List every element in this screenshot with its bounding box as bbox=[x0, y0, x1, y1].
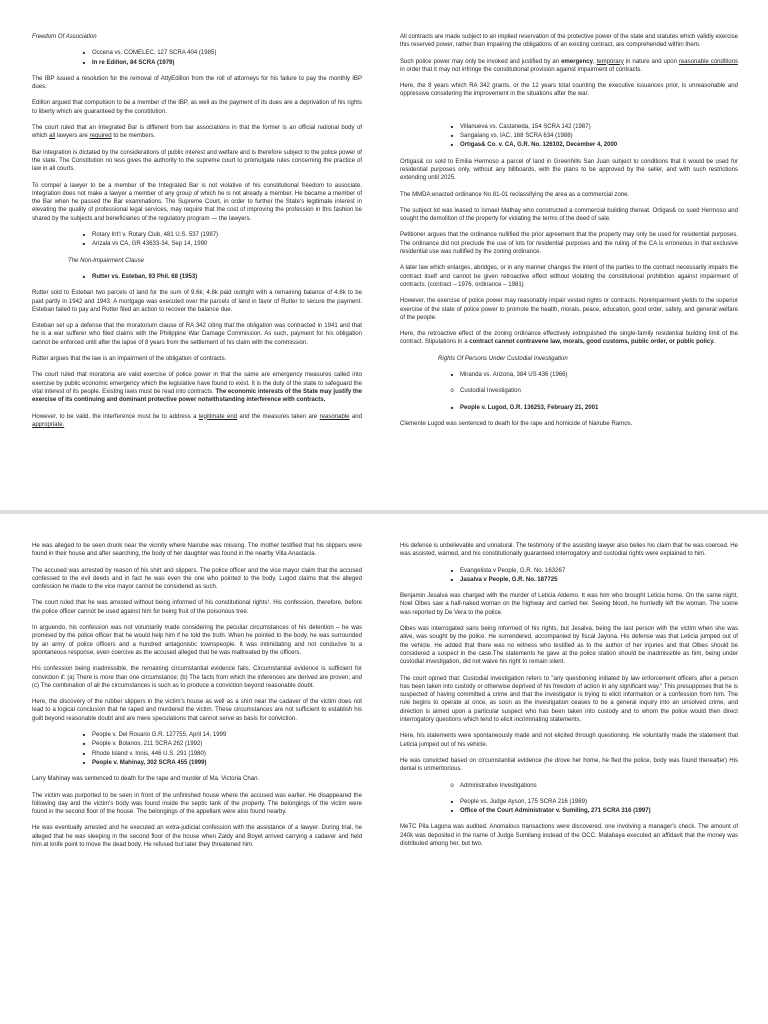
page-top bbox=[0, 0, 768, 510]
text-run: in order that it may not infringe the constitutional provision against impairment of contracts. bbox=[400, 66, 642, 73]
citation-text: Rhode Island v. Innis, 446 U.S. 291 (1980) bbox=[92, 750, 206, 757]
paragraph: The accused was arrested by reason of his shirt and slippers. The police officer and the vice mayor claim that the accused confessed to the evil deeds and in fact he was even the one who pointed to the body. Lugod claims that the alleged confession he made to the vice mayor cannot be considered as such. bbox=[32, 567, 362, 591]
citation-text: Villanueva vs. Castaneda, 154 SCRA 142 (1987) bbox=[460, 123, 591, 130]
paragraph: Benjamin Jesalva was charged with the murder of Leticia Aldemo. It was him who brought Leticia home. On the same night, Noel Olbes saw a half-naked woman on the highway and carried her. Seeing blood, he hurriedly left the woman. The scene was reported by De Vera to the police. bbox=[400, 593, 738, 616]
paragraph: The subject lot was leased to Ismael Mathay who constructed a commercial building thereat. Ortigas& co sued Hermoso and sought the demolition of the property for violating the terms of the deed of sale. bbox=[400, 207, 738, 223]
text-run: Such police power may only be invoked and justified by an bbox=[400, 58, 562, 65]
case-list bbox=[400, 404, 738, 412]
bullet-icon: ■ bbox=[82, 59, 86, 65]
hollow-bullet-icon: o bbox=[450, 388, 454, 395]
bullet-icon: ■ bbox=[450, 576, 454, 582]
citation-text: People v. Bolanos, 211 SCRA 262 (1992) bbox=[92, 741, 203, 748]
paragraph: Larry Mahinay was sentenced to death for the rape and murder of Ma. Victoria Chan. bbox=[32, 776, 260, 783]
text-run: in nature and upon bbox=[623, 58, 679, 65]
text-run: and bbox=[349, 413, 362, 420]
case-list bbox=[32, 49, 362, 67]
citation-text: Sangalang vs. IAC, 168 SCRA 634 (1988) bbox=[460, 133, 573, 140]
case-citation bbox=[400, 141, 738, 149]
case-citation bbox=[32, 759, 362, 767]
citation-text: Rutter vs. Esteban, 93 Phil. 68 (1953) bbox=[92, 273, 198, 280]
paragraph: All contracts are made subject to an implied reservation of the protective power of the state and statutes which validly exercise this reserved power, rather than impairing the obligations of an existing contract, are comprehended within them. bbox=[400, 34, 738, 49]
text-run: Here, the retroactive effect of the zoning ordinance effectively extinguished the single-family residential building limit of the contract. Stipulations in a bbox=[400, 331, 738, 346]
case-citation bbox=[32, 49, 362, 57]
citation-text: Miranda vs. Arizona, 384 US 436 (1966) bbox=[460, 372, 568, 379]
bullet-icon: ■ bbox=[82, 750, 86, 756]
paragraph bbox=[32, 413, 362, 430]
paragraph: Rutter argues that the law is an impairment of the obligation of contracts. bbox=[32, 356, 227, 363]
bullet-icon: ■ bbox=[450, 567, 454, 573]
bullet-icon: ■ bbox=[82, 241, 86, 247]
paragraph: Here, the 8 years which RA 342 grants, or the 12 years total counting the executive issuances prior, is unreasonable and oppressive considering the improvement in the situations after the war. bbox=[400, 83, 738, 98]
citation-text: Office of the Court Administrator v. Sumiling, 271 SCRA 316 (1997) bbox=[460, 808, 651, 815]
case-list bbox=[400, 123, 738, 150]
underlined-text: legitimate end bbox=[198, 413, 238, 420]
citation-text: Custodial Investigation bbox=[460, 388, 521, 395]
case-citation bbox=[400, 123, 738, 131]
paragraph: However, the exercise of police power may reasonably impair vested rights or contracts. Nonimpairment yields to the superior exercise of the state of police power to promote the health, morals, peace, education, good order, safety, and general welfare of the people. bbox=[400, 298, 738, 321]
paragraph: The MMDA enacted ordinance No 81-01 reclassifying the area as a commercial zone. bbox=[400, 191, 630, 198]
column-right bbox=[400, 0, 738, 510]
bullet-icon: ■ bbox=[82, 741, 86, 747]
case-list bbox=[32, 273, 362, 281]
bullet-icon: ■ bbox=[450, 142, 454, 148]
bullet-icon: ■ bbox=[450, 123, 454, 129]
page-bottom bbox=[0, 514, 768, 1024]
paragraph: A later law which enlarges, abridges, or in any manner changes the intent of the parties to the contract necessarily impairs the contract itself and cannot be given retroactive effect without violating the constitutional prohibition against impairment of contracts. (contract – 1976, ordinance – 1981) bbox=[400, 265, 738, 288]
case-citation bbox=[32, 731, 362, 739]
paragraph: Olbes was interrogated sans being informed of his rights, but Jesalva, being the last person with the victim when she was alive, was sought by the police. He surrendered, accompanied by fiscal Jayona. His defense was that Leticia jumped out of the vehicle. He added that there was no witness who testified as to the author of her injuries and that Olbes should be considered a suspect in the case.The statements he gave at the police station should be inadmissible as him, being under custodial investigation, did not waive his right to remain silent. bbox=[400, 626, 738, 666]
column-left bbox=[32, 514, 362, 1024]
paragraph: Here, his statements were spontaneously made and not elicited through questioning. He voluntarily made the statement that Leticia jumped out of his vehicle. bbox=[400, 733, 738, 748]
paragraph: Rutter sold to Esteban two parcels of land for the sum of 9.6k; 4.8k paid outright with a remaining balance of 4.8k to be paid partly in 1942 and 1943. A mortgage was executed over the parcels of land in favor of Rutter to secure the payment. Esteban failed to pay and Rutter filed an action to recover the balance due. bbox=[32, 290, 362, 313]
section-heading: Rights Of Persons Under Custodial Investigation bbox=[438, 355, 568, 362]
citation-text: Rotary Int'l v. Rotary Club, 481 U.S. 537 (1987) bbox=[92, 232, 219, 239]
text-run: to be members. bbox=[111, 133, 156, 140]
text-run: , bbox=[593, 58, 597, 65]
paragraph: The court ruled that he was arrested without being informed of his constitutional rights¹. His confession, therefore, before the police officer cannot be used against him for being fruit of the poisonous tree. bbox=[32, 600, 362, 615]
case-citation bbox=[400, 404, 738, 412]
underlined-text: temporary bbox=[596, 58, 624, 65]
paragraph bbox=[32, 124, 362, 141]
paragraph: Clemente Lugod was sentenced to death for the rape and homicide of Nairube Ramos. bbox=[400, 420, 633, 427]
case-citation bbox=[400, 576, 738, 584]
paragraph: The IBP issued a resolution for the removal of AttyEdillon from the roll of attorneys for his failure to pay the monthly IBP dues. bbox=[32, 75, 362, 91]
paragraph: Bar integration is dictated by the considerations of public interest and welfare and is therefore subject to the police power of the state. The Constitution no less gives the authority to the supreme court to promulgate rules concerning the practice of law in all courts. bbox=[32, 149, 362, 173]
paragraph: His defense is unbelievable and unnatural. The testimony of the assisting lawyer also belies his claim that he was coerced. He was assisted, warned, and his constitutionally guaranteed interrogatory and custodial rights were explained to him. bbox=[400, 543, 738, 558]
underlined-text: all bbox=[49, 133, 56, 140]
paragraph: Esteban set up a defense that the moratorium clause of RA 342 citing that the obligation was contracted in 1941 and that he is a war sufferer who filed claims with the Philippine War Damage Commission. As such, payment for his obligation cannot be enforced until after the lapse of 8 years from the settlement of his claim with the commission. bbox=[32, 323, 362, 346]
underlined-text: required bbox=[89, 133, 112, 140]
case-citation bbox=[400, 798, 738, 806]
paragraph: The victim was purported to be seen in front of the unfinished house where the accused was earlier. He disappeared the following day and the victim's body was found inside the septic tank of the property. The belongings of the victim were found in the second floor of the house. The belongings of the appellant were also found nearby. bbox=[32, 792, 362, 816]
case-list bbox=[400, 567, 738, 585]
section-heading: Freedom Of Association bbox=[32, 34, 97, 40]
paragraph: He was eventually arrested and he executed an extra-judicial confession with the assistance of a lawyer. During trial, he alleged that he was sleeping in the second floor of the house when Zaldy and Boyet arrived carrying a cadaver and held him at knife point to move the dead body. He refused but later they threatened him. bbox=[32, 825, 362, 849]
paragraph bbox=[400, 58, 738, 75]
bullet-icon: ■ bbox=[450, 404, 454, 410]
text-run: The court ruled that an Integrated Bar is different from bar associations in that the former is an official national body of which bbox=[32, 125, 362, 140]
citation-text: People v. Lugod, G.R. 136253, February 21, 2001 bbox=[460, 404, 599, 411]
bullet-icon: ■ bbox=[450, 372, 454, 378]
bullet-icon: ■ bbox=[82, 50, 86, 56]
citation-text: Administrative Investigations bbox=[460, 782, 537, 789]
bullet-icon: ■ bbox=[82, 732, 86, 738]
underlined-text: reasonable bbox=[319, 413, 350, 420]
case-citation bbox=[32, 59, 362, 67]
paragraph: MeTC Pila Laguna was audited. Anomalous transactions were discovered, one involving a manager's check. The amount of 240k was deposited in the name of Judge Sumilang instead of the OCC. Malabaya executed an affidavit that the money was distributed among her, but two. bbox=[400, 824, 738, 848]
paragraph: Ortigas& co sold to Emilia Hermoso a parcel of land in Greenhills San Juan subject to conditions that it would be used for residential purposes only, without any billboards, with the plans to be approved by the seller, and with such restrictions extending until 2025. bbox=[400, 158, 738, 182]
case-citation bbox=[32, 231, 362, 239]
citation-text: Occena vs. COMELEC, 127 SCRA 404 (1985) bbox=[92, 50, 217, 57]
citation-text: People v. Del Rosario G.R. 127755, April 14, 1999 bbox=[92, 732, 227, 739]
case-list bbox=[400, 782, 738, 790]
bullet-icon: ■ bbox=[450, 133, 454, 139]
case-citation bbox=[32, 740, 362, 748]
bullet-icon: ■ bbox=[450, 798, 454, 804]
case-citation bbox=[32, 240, 362, 248]
citation-text: Evangelista v People, G.R. No. 163267 bbox=[460, 567, 566, 574]
blank-space bbox=[400, 107, 738, 123]
case-citation bbox=[400, 782, 738, 790]
paragraph: Edillon argued that compulsion to be a member of the IBP, as well as the payment of its dues are a deprivation of his rights to liberty which are guaranteed by the constitution. bbox=[32, 100, 362, 115]
case-citation bbox=[400, 387, 738, 395]
text-run: and the measures taken are bbox=[237, 413, 320, 420]
underlined-text: reasonable conditions bbox=[678, 58, 738, 65]
case-citation bbox=[400, 132, 738, 140]
section-heading: The Non-Impairment Clause bbox=[68, 257, 144, 264]
paragraph: He was alleged to be seen drunk near the vicinity where Nairube was missing. The mother testified that his slippers were found in their house and after searching, the body of her daughter was found in the nearby Villa Anastacia. bbox=[32, 543, 362, 558]
case-citation bbox=[32, 273, 362, 281]
paragraph: Petitioner argues that the ordinance nullified the prior agreement that the property may only be used for residential purposes. The ordinance did not preclude the use of lots for residential purposes and the ruling of the CA is erroneous in that exclusive residential use was nullified by the zoning ordinance. bbox=[400, 232, 738, 256]
case-citation bbox=[400, 371, 738, 379]
bullet-icon: ■ bbox=[82, 232, 86, 238]
hollow-bullet-icon: o bbox=[450, 782, 454, 789]
case-list bbox=[400, 371, 738, 379]
text-run: However, to be valid, the interference must be to address a bbox=[32, 413, 199, 420]
citation-text: In re Edillon, 84 SCRA (1979) bbox=[92, 59, 175, 66]
underlined-text: appropriate. bbox=[32, 421, 65, 428]
paragraph: To compel a lawyer to be a member of the Integrated Bar is not violative of his constitutional freedom to associate. Integration does not make a lawyer a member of any group of which he is not already a member. He became a member of the Bar when he passed the Bar examinations. The Supreme Court, in order to further the State's legitimate interest in elevating the quality of professional legal services, may require that the cost of improving the profession in this fashion be shared by the subjects and beneficiaries of the regulatory program — the lawyers. bbox=[32, 182, 362, 222]
column-right bbox=[400, 514, 738, 1024]
case-citation bbox=[400, 807, 738, 815]
citation-text: People v. Mahinay, 302 SCRA 455 (1999) bbox=[92, 759, 207, 766]
paragraph: In arguendo, his confession was not voluntarily made considering the peculiar circumstances of his detention – he was promised by the police officer that he would help him if he told the truth. When he pointed to the body, he was surrounded by an army of police officers and a hundred antagonistic townspeople. It was intimidating and not conducive to a spontaneous response, even coercive as the accused alleged that he was maltreated by the officers. bbox=[32, 625, 362, 656]
paragraph: The court opined that: Custodial investigation refers to "any questioning initiated by law enforcement officers after a person has been taken into custody or otherwise deprived of his freedom of action in any significant way." This presupposes that he is suspected of having committed a crime and that the investigator is trying to elicit information or a confession from him. The rule begins to operate at once, as soon as the investigation ceases to be a general inquiry into an unsolved crime, and direction is aimed upon a particular suspect who has been taken into custody and to whom the police would then direct interrogatory questions which tend to elicit incriminating statements. bbox=[400, 675, 738, 724]
case-list bbox=[400, 798, 738, 816]
bullet-icon: ■ bbox=[82, 759, 86, 765]
paragraph: His confession being inadmissible, the remaining circumstantial evidence fails. Circumstantial evidence is sufficient for conviction if: (a) There is more than one circumstance; (b) The facts from which the inferences are derived are proven; and (c) The combination of all the circumstances is such as to produce a conviction beyond reasonable doubt. bbox=[32, 666, 362, 689]
case-list bbox=[400, 387, 738, 395]
bullet-icon: ■ bbox=[450, 808, 454, 814]
citation-text: People vs. Judge Ayson, 175 SCRA 216 (1989) bbox=[460, 798, 587, 805]
bold-text: contract cannot contravene law, morals, good customs, public order, or public policy. bbox=[469, 339, 715, 346]
bullet-icon: ■ bbox=[82, 273, 86, 279]
paragraph bbox=[32, 371, 362, 404]
text-run: The court ruled that moratoria are valid exercise of police power in that the same are emergency measures called into exercise by public economic emergency which the legislative have found to exist. It is the duty of the state to safeguard the vital interest of its people. Existing laws must be read into contracts. bbox=[32, 372, 362, 395]
bold-text: emergency bbox=[561, 58, 593, 65]
column-left bbox=[32, 0, 362, 510]
case-citation bbox=[32, 750, 362, 758]
bold-text: The economic interests of the State may justify the exercise of its continuing and dominant protective power notwithstanding interference with contracts. bbox=[32, 388, 362, 404]
paragraph bbox=[400, 330, 738, 347]
citation-text: Ortigas& Co. v. CA, G.R. No. 126102, December 4, 2000 bbox=[460, 142, 618, 149]
case-list bbox=[32, 731, 362, 767]
paragraph: Here, the discovery of the rubber slippers in the victim's house as well as a shirt near the cadaver of the victim does not lead to a logical conclusion that he raped and murdered the victim. These circumstances are not sufficient to establish his guilt beyond reasonable doubt and are mere speculations that cannot serve as basis for conviction. bbox=[32, 699, 362, 722]
case-citation bbox=[400, 567, 738, 575]
case-list bbox=[32, 231, 362, 249]
paragraph: He was convicted based on circumstantial evidence (he drove her home, he fled the police, body was found thereafter) His denial is unmeritorious. bbox=[400, 757, 738, 773]
citation-text: Arizala vs CA, GR 43633-34, Sep 14, 1990 bbox=[92, 241, 208, 248]
text-run: lawyers are bbox=[55, 133, 90, 140]
citation-text: Jasalva v People, G.R. No. 187725 bbox=[460, 576, 558, 583]
